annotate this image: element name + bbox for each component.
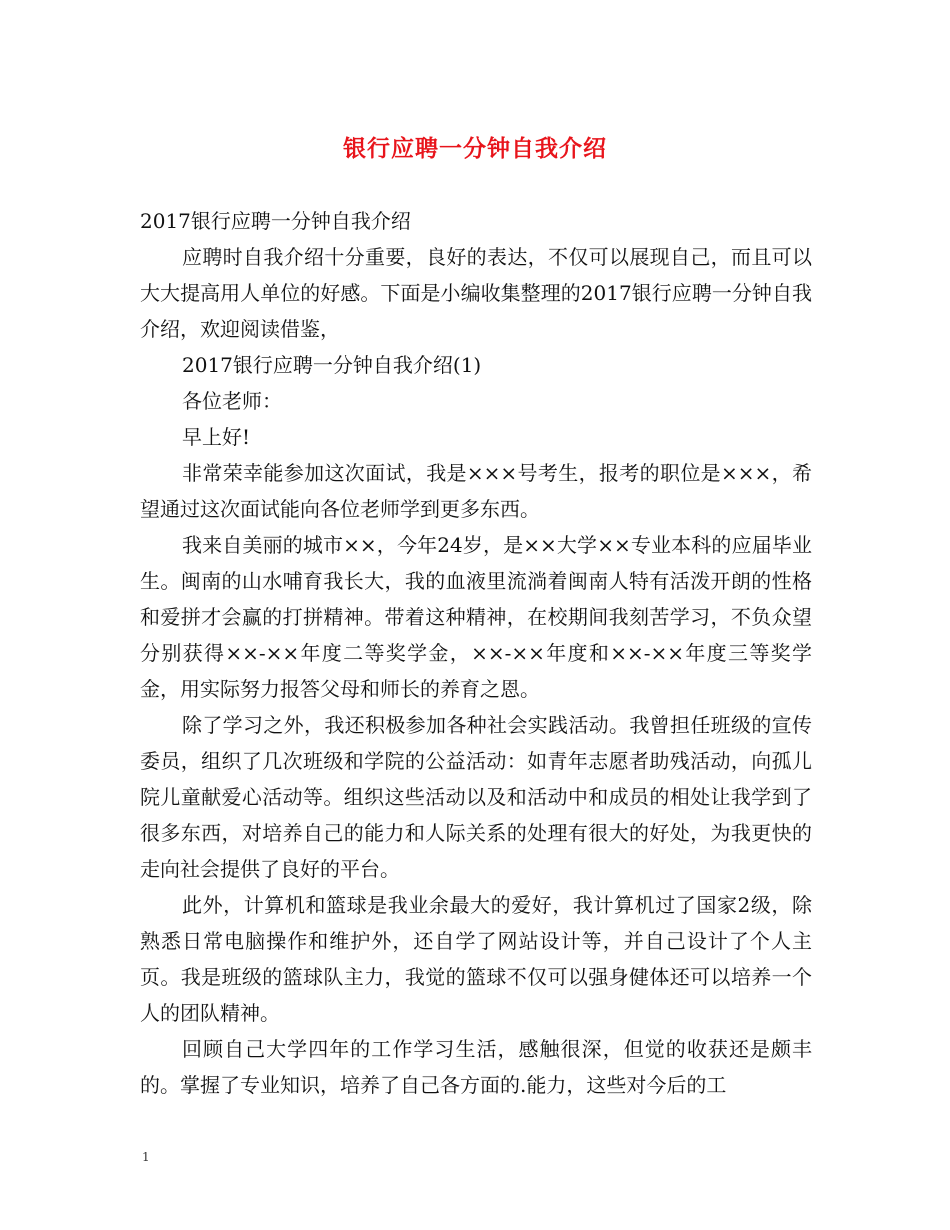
page-number: 1 [142,1150,150,1164]
body-paragraph: 此外，计算机和篮球是我业余最大的爱好，我计算机过了国家2级，除熟悉日常电脑操作和维护外，还自学了网站设计等，并自己设计了个人主页。我是班级的篮球队主力，我觉的篮球不仅可以强身健体还可以培养一个人的团队精神。 [140,893,812,1025]
intro-paragraph: 应聘时自我介绍十分重要，良好的表达，不仅可以展现自己，而且可以大大提高用人单位的好感。下面是小编收集整理的2017银行应聘一分钟自我介绍，欢迎阅读借鉴， [140,245,812,341]
document-body [140,203,812,1103]
greeting-salutation: 各位老师： [182,389,282,413]
body-paragraph: 非常荣幸能参加这次面试，我是×××号考生，报考的职位是×××，希望通过这次面试能向各位老师学到更多东西。 [140,461,812,521]
body-paragraph: 回顾自己大学四年的工作学习生活，感触很深，但觉的收获还是颇丰的。掌握了专业知识，培养了自己各方面的.能力，这些对今后的工 [140,1037,812,1097]
document-title: 银行应聘一分钟自我介绍 [343,135,607,162]
subtitle-paragraph: 2017银行应聘一分钟自我介绍 [140,209,411,233]
greeting-morning: 早上好! [182,425,251,449]
body-paragraph: 我来自美丽的城市××，今年24岁，是××大学××专业本科的应届毕业生。闽南的山水哺育我长大，我的血液里流淌着闽南人特有活泼开朗的性格和爱拼才会赢的打拼精神。带着这种精神，在校期间我刻苦学习，不负众望分别获得××-××年度二等奖学金，××-××年度和××-××年度三等奖学金，用实际努力报答父母和师长的养育之恩。 [140,533,812,701]
body-paragraph: 除了学习之外，我还积极参加各种社会实践活动。我曾担任班级的宣传委员，组织了几次班级和学院的公益活动：如青年志愿者助残活动，向孤儿院儿童献爱心活动等。组织这些活动以及和活动中和成员的相处让我学到了很多东西，对培养自己的能力和人际关系的处理有很大的好处，为我更快的走向社会提供了良好的平台。 [140,713,812,881]
section-heading: 2017银行应聘一分钟自我介绍(1) [182,353,482,377]
